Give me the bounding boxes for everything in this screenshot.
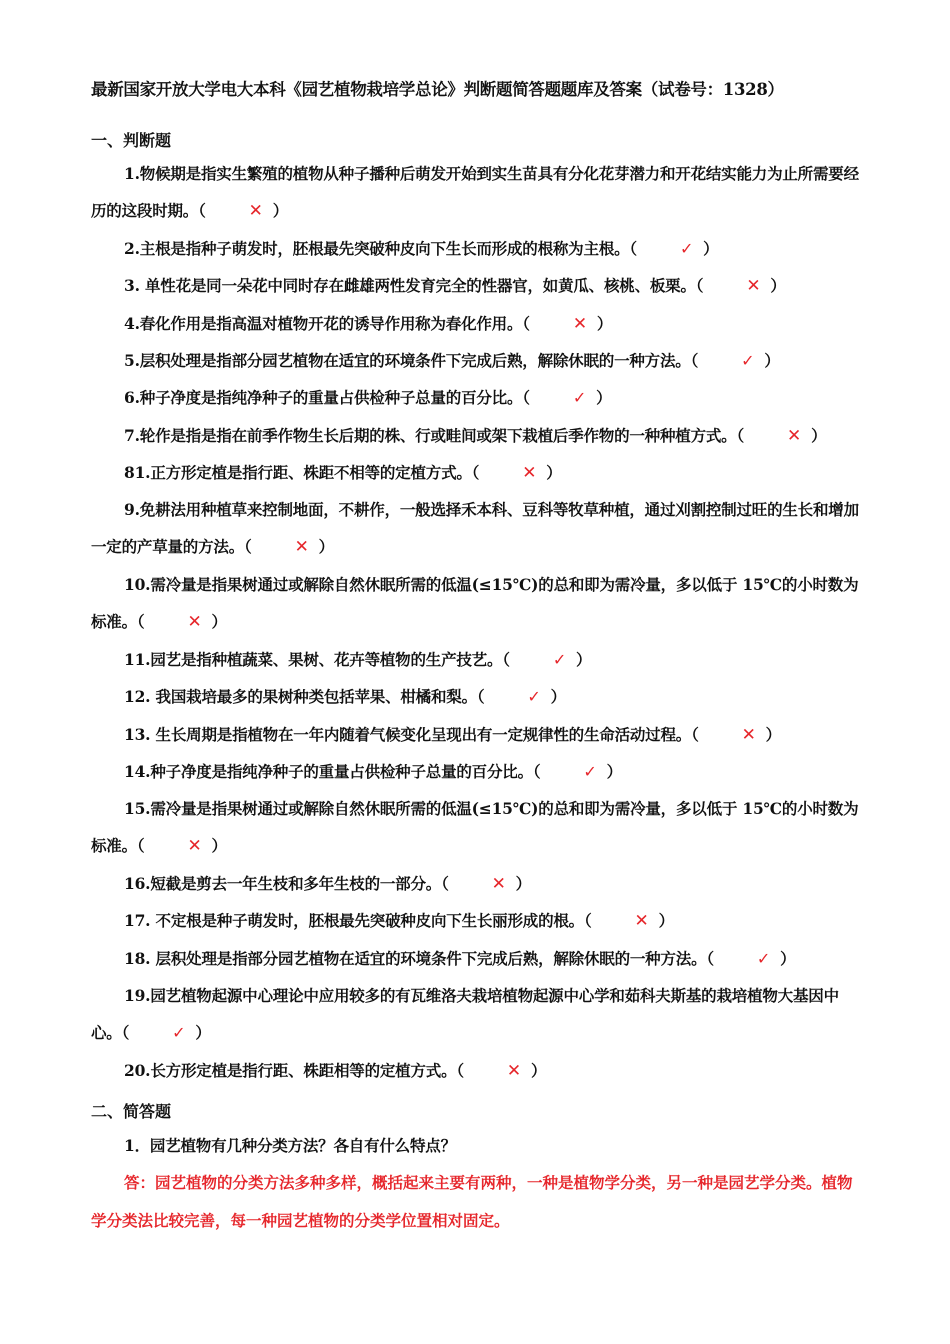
- question-close-paren: ）: [515, 874, 531, 893]
- question-close-paren: ）: [770, 276, 786, 295]
- question-text: 4.春化作用是指高温对植物开花的诱导作用称为春化作用。（: [124, 314, 530, 333]
- question-close-paren: ）: [596, 314, 613, 333]
- question-text: 12. 我国栽培最多的果树种类包括苹果、柑橘和梨。（: [124, 687, 485, 706]
- cross-mark-icon: ✕: [248, 201, 263, 222]
- question-close-paren: ）: [195, 1023, 211, 1043]
- question-text: 13. 生长周期是指植物在一年内随着气候变化呈现出有一定规律性的生命活动过程。（: [124, 725, 699, 744]
- question-close-paren: ）: [318, 537, 334, 557]
- cross-mark-icon: ✕: [491, 874, 506, 894]
- cross-mark-icon: ✕: [634, 911, 649, 931]
- question-text: 5.层积处理是指部分园艺植物在适宜的环境条件下完成后熟，解除休眠的一种方法。（: [124, 351, 699, 370]
- judgment-question-16: [91, 865, 863, 903]
- question-close-paren: ）: [703, 239, 719, 258]
- cross-mark-icon: ✕: [787, 426, 802, 446]
- question-close-paren: ）: [576, 650, 592, 669]
- question-text: 17. 不定根是种子萌发时，胚根最先突破种皮向下生长丽形成的根。（: [124, 911, 592, 930]
- cross-mark-icon: ✕: [572, 314, 587, 334]
- check-mark-icon: ✓: [583, 762, 597, 781]
- check-mark-icon: ✓: [527, 687, 541, 706]
- question-text: 19.园艺植物起源中心理论中应用较多的有瓦维洛夫栽培植物起源中心学和茹科夫斯基的栽培植物大基因中心。（: [91, 986, 839, 1043]
- judgment-question-13: [91, 716, 863, 754]
- question-text: 3. 单性花是同一朵花中同时存在雌雄两性发育完全的性器官，如黄瓜、核桃、板栗。（: [124, 276, 704, 295]
- question-text: 16.短截是剪去一年生枝和多年生枝的一部分。（: [124, 874, 449, 893]
- question-close-paren: ）: [550, 687, 566, 706]
- cross-mark-icon: ✕: [187, 612, 202, 633]
- section-heading-short-answer: 二、简答题: [91, 1102, 172, 1121]
- question-close-paren: ）: [764, 351, 780, 370]
- question-text: 9.免耕法用种植草来控制地面，不耕作，一般选择禾本科、豆科等牧草种植，通过刈割控制过旺的生长和增加一定的产草量的方法。（: [91, 500, 859, 557]
- question-text: 2.主根是指种子萌发时，胚根最先突破种皮向下生长而形成的根称为主根。（: [124, 239, 637, 258]
- judgment-question-12: [91, 678, 863, 715]
- answer-1: 答：园艺植物的分类方法多种多样，概括起来主要有两种，一种是植物学分类，另一种是园艺学分类。植物学分类法比较完善，每一种园艺植物的分类学位置相对固定。: [91, 1173, 853, 1230]
- cross-mark-icon: ✕: [746, 276, 761, 296]
- question-close-paren: ）: [530, 1061, 547, 1080]
- cross-mark-icon: ✕: [522, 463, 537, 483]
- check-mark-icon: ✓: [756, 949, 771, 968]
- check-mark-icon: ✓: [679, 239, 694, 258]
- check-mark-icon: ✓: [572, 388, 587, 407]
- question-close-paren: ）: [811, 426, 827, 445]
- question-text: 14.种子净度是指纯净种子的重量占供检种子总量的百分比。（: [124, 762, 541, 781]
- judgment-question-3: [91, 267, 863, 305]
- question-text: 1.物候期是指实生繁殖的植物从种子播种后萌发开始到实生苗具有分化花芽潜力和开花结实能力为止所需要经历的这段时期。（: [91, 164, 859, 221]
- question-close-paren: ）: [765, 725, 781, 744]
- judgment-question-8: [91, 454, 863, 492]
- judgment-question-11: [91, 641, 863, 678]
- judgment-question-7: [91, 417, 863, 455]
- question-close-paren: ）: [658, 911, 674, 930]
- question-close-paren: ）: [211, 612, 227, 632]
- short-question-1: 1．园艺植物有几种分类方法？各自有什么特点？: [124, 1136, 456, 1155]
- question-text: 81.正方形定植是指行距、株距不相等的定植方式。（: [124, 463, 480, 482]
- document-title: 最新国家开放大学电大本科《园艺植物栽培学总论》判断题简答题题库及答案（试卷号：1328）: [91, 80, 784, 99]
- judgment-question-2: [91, 230, 863, 267]
- judgment-question-20: [91, 1052, 863, 1090]
- judgment-question-17: [91, 902, 863, 940]
- section-heading-judgment: 一、判断题: [91, 131, 172, 150]
- judgment-question-1: [91, 155, 863, 231]
- question-close-paren: ）: [211, 836, 227, 856]
- judgment-question-18: [91, 940, 863, 977]
- question-text: 20.长方形定植是指行距、株距相等的定植方式。（: [124, 1061, 464, 1080]
- question-text: 11.园艺是指种植蔬菜、果树、花卉等植物的生产技艺。（: [124, 650, 510, 669]
- question-text: 15.需冷量是指果树通过或解除自然休眠所需的低温(≤15℃)的总和即为需冷量，多以低于 15℃的小时数为标准。（: [91, 799, 859, 856]
- question-close-paren: ）: [780, 949, 796, 968]
- question-text: 6.种子净度是指纯净种子的重量占供检种子总量的百分比。（: [124, 388, 530, 407]
- cross-mark-icon: ✕: [294, 537, 309, 558]
- check-mark-icon: ✓: [552, 650, 567, 669]
- question-text: 18. 层积处理是指部分园艺植物在适宜的环境条件下完成后熟，解除休眠的一种方法。（: [124, 949, 714, 968]
- check-mark-icon: ✓: [741, 351, 755, 370]
- question-close-paren: ）: [596, 388, 612, 407]
- judgment-question-6: [91, 379, 863, 416]
- check-mark-icon: ✓: [172, 1023, 186, 1043]
- question-text: 10.需冷量是指果树通过或解除自然休眠所需的低温(≤15℃)的总和即为需冷量，多以低于 15℃的小时数为标准。（: [91, 575, 859, 632]
- question-close-paren: ）: [272, 201, 289, 221]
- question-close-paren: ）: [606, 762, 622, 781]
- judgment-question-4: [91, 305, 863, 343]
- judgment-question-10: [91, 566, 863, 642]
- judgment-question-19: [91, 977, 863, 1052]
- judgment-question-14: [91, 753, 863, 790]
- cross-mark-icon: ✕: [506, 1061, 521, 1081]
- question-close-paren: ）: [546, 463, 562, 482]
- cross-mark-icon: ✕: [741, 725, 756, 745]
- question-text: 7.轮作是指是指在前季作物生长后期的株、行或畦间或架下栽植后季作物的一种种植方式。（: [124, 426, 745, 445]
- judgment-question-15: [91, 790, 863, 866]
- judgment-question-5: [91, 342, 863, 379]
- judgment-question-9: [91, 491, 863, 567]
- cross-mark-icon: ✕: [187, 836, 202, 857]
